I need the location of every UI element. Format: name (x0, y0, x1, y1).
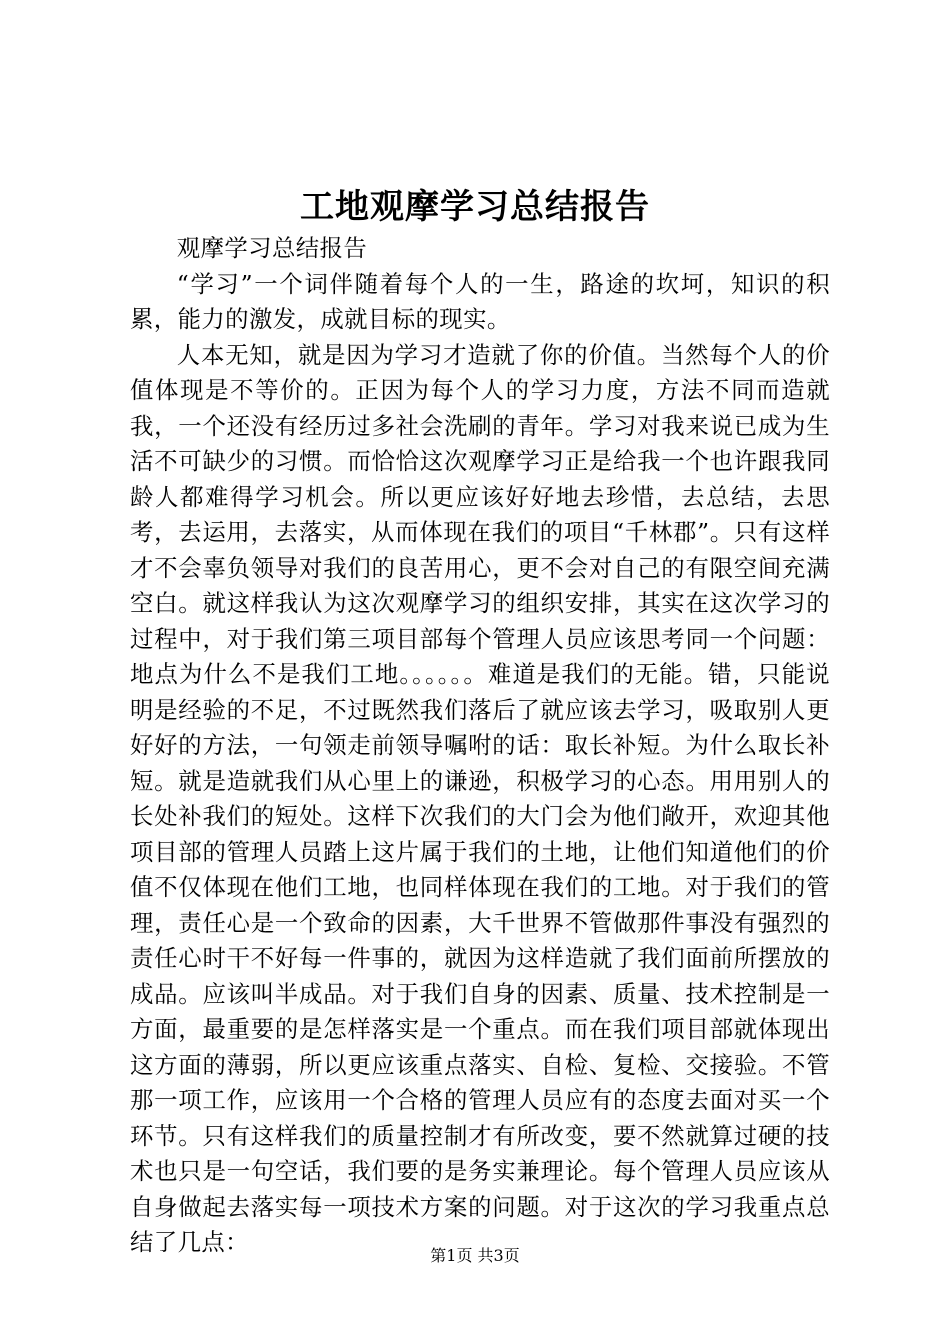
paragraph-intro: “学习”一个词伴随着每个人的一生，路途的坎坷，知识的积累，能力的激发，成就目标的现实。 (130, 269, 830, 333)
document-body (130, 231, 830, 1261)
document-title: 工地观摩学习总结报告 (300, 187, 650, 227)
paragraph-subtitle: 观摩学习总结报告 (176, 234, 368, 262)
paragraph-main: 人本无知，就是因为学习才造就了你的价值。当然每个人的价值体现是不等价的。正因为每个人的学习力度，方法不同而造就我，一个还没有经历过多社会洗刷的青年。学习对我来说已成为生活不可缺少的习惯。而恰恰这次观摩学习正是给我一个也许跟我同龄人都难得学习机会。所以更应该好好地去珍惜，去总结，去思考，去运用，去落实，从而体现在我们的项目“千林郡”。只有这样才不会辜负领导对我们的良苦用心，更不会对自己的有限空间充满空白。就这样我认为这次观摩学习的组织安排，其实在这次学习的过程中，对于我们第三项目部每个管理人员应该思考同一个问题：地点为什么不是我们工地。。。。。。难道是我们的无能。错，只能说明是经验的不足，不过既然我们落后了就应该去学习，吸取别人更好好的方法，一句领走前领导嘱咐的话：取长补短。为什么取长补短。就是造就我们从心里上的谦逊，积极学习的心态。用用别人的长处补我们的短处。这样下次我们的大门会为他们敞开，欢迎其他项目部的管理人员踏上这片属于我们的土地，让他们知道他们的价值不仅体现在他们工地，也同样体现在我们的工地。对于我们的管理，责任心是一个致命的因素，大千世界不管做那件事没有强烈的责任心时干不好每一件事的，就因为这样造就了我们面前所摆放的成品。应该叫半成品。对于我们自身的因素、质量、技术控制是一方面，最重要的是怎样落实是一个重点。而在我们项目部就体现出这方面的薄弱，所以更应该重点落实、自检、复检、交接验。不管那一项工作，应该用一个合格的管理人员应有的态度去面对买一个环节。只有这样我们的质量控制才有所改变，要不然就算过硬的技术也只是一句空话，我们要的是务实兼理论。每个管理人员应该从自身做起去落实每一项技术方案的问题。对于这次的学习我重点总结了几点： (130, 340, 830, 1256)
page-footer: 第1页 共3页 (430, 1246, 520, 1265)
